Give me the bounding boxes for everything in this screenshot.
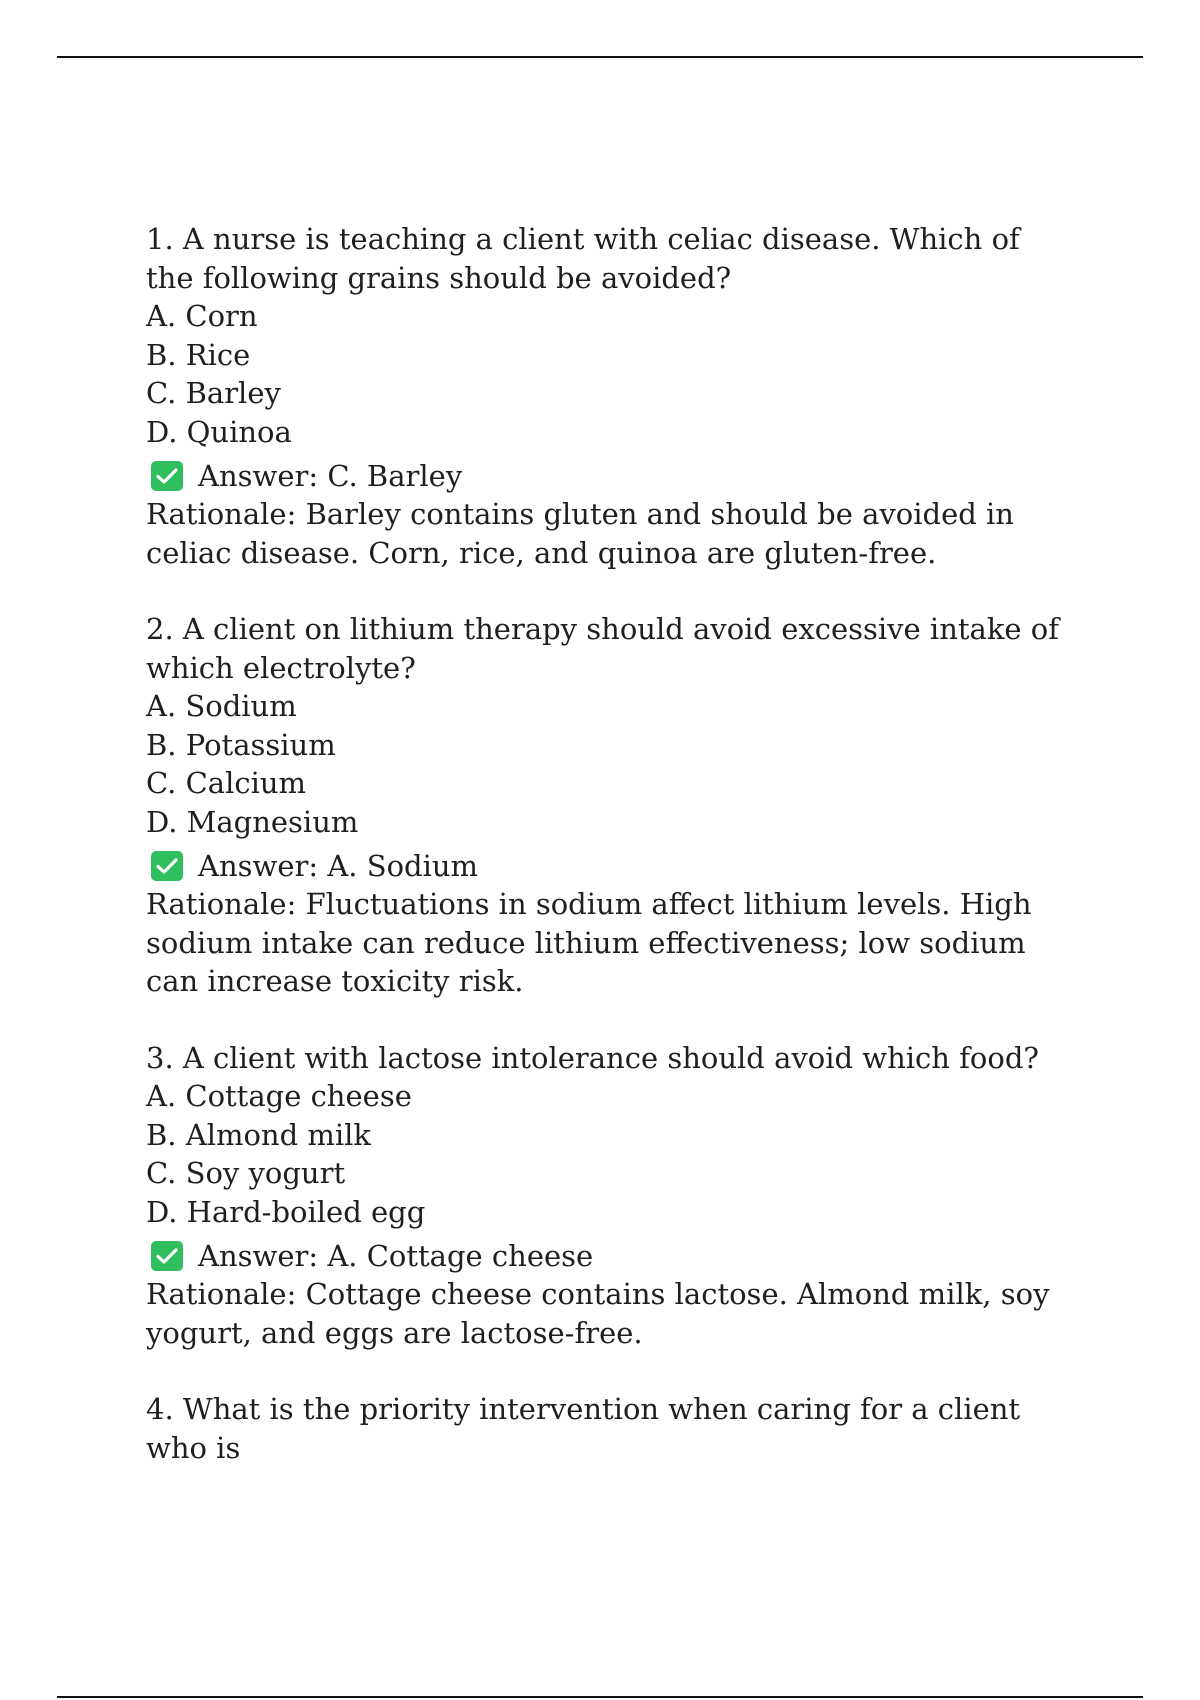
option-d: D. Hard-boiled egg bbox=[146, 1194, 426, 1229]
answer-line bbox=[151, 847, 1076, 885]
option-b: B. Potassium bbox=[146, 727, 336, 762]
rationale-text: Rationale: Barley contains gluten and should be avoided in celiac disease. Corn, rice, and quinoa are gluten-free. bbox=[146, 497, 1014, 570]
question-text: 3. A client with lactose intolerance should avoid which food? bbox=[146, 1040, 1039, 1075]
answer-line bbox=[151, 1237, 1076, 1275]
option-c: C. Soy yogurt bbox=[146, 1156, 346, 1190]
document-body bbox=[146, 220, 1076, 1505]
option-b: B. Almond milk bbox=[146, 1117, 372, 1152]
question-block-2 bbox=[146, 610, 1076, 1001]
answer-text: Answer: A. Cottage cheese bbox=[198, 1239, 594, 1273]
question-text: 4. What is the priority intervention when caring for a client who is bbox=[146, 1392, 1021, 1465]
question-block-4 bbox=[146, 1390, 1076, 1467]
rationale-text: Rationale: Fluctuations in sodium affect lithium levels. High sodium intake can reduce lithium effectiveness; low sodium can increase toxicity risk. bbox=[146, 887, 1032, 998]
bottom-rule bbox=[57, 1696, 1143, 1698]
answer-text: Answer: C. Barley bbox=[198, 459, 463, 493]
question-text: 2. A client on lithium therapy should avoid excessive intake of which electrolyte? bbox=[146, 612, 1059, 685]
rationale-text: Rationale: Cottage cheese contains lactose. Almond milk, soy yogurt, and eggs are lactose-free. bbox=[146, 1277, 1050, 1350]
option-c: C. Calcium bbox=[146, 766, 307, 800]
option-a: A. Sodium bbox=[146, 689, 297, 723]
option-b: B. Rice bbox=[146, 337, 251, 372]
option-c: C. Barley bbox=[146, 376, 281, 410]
check-mark-icon bbox=[151, 461, 183, 491]
check-mark-icon bbox=[151, 1241, 183, 1271]
question-text: 1. A nurse is teaching a client with celiac disease. Which of the following grains should be avoided? bbox=[146, 222, 1020, 295]
question-block-3 bbox=[146, 1039, 1076, 1353]
question-block-1 bbox=[146, 220, 1076, 572]
top-rule bbox=[57, 56, 1143, 58]
option-a: A. Corn bbox=[146, 299, 258, 333]
check-mark-icon bbox=[151, 851, 183, 881]
answer-text: Answer: A. Sodium bbox=[198, 849, 479, 883]
option-d: D. Magnesium bbox=[146, 804, 359, 839]
answer-line bbox=[151, 457, 1076, 495]
option-d: D. Quinoa bbox=[146, 414, 292, 449]
option-a: A. Cottage cheese bbox=[146, 1079, 412, 1113]
